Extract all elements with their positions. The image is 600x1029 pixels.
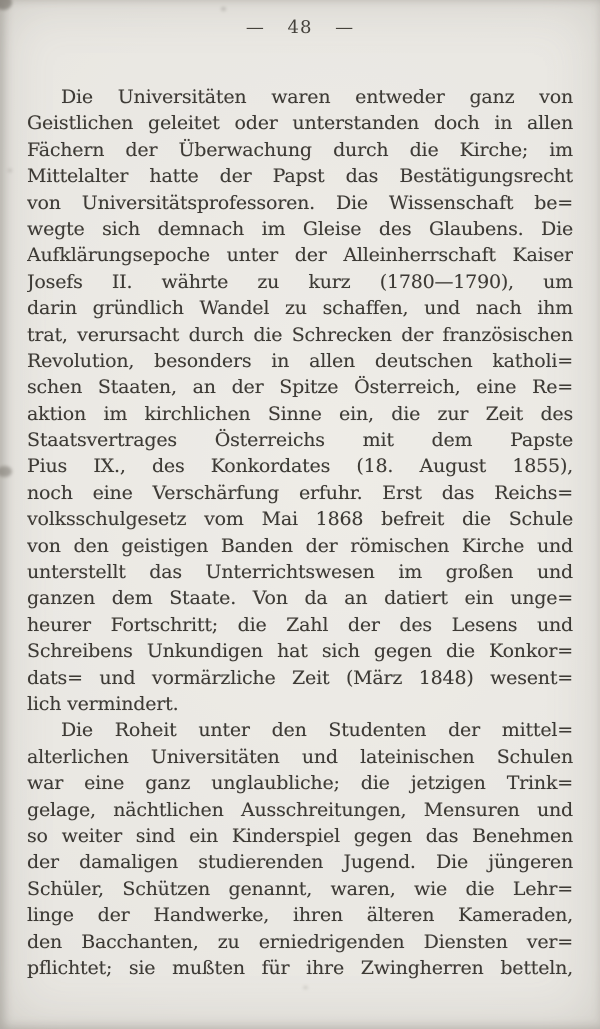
text-line: von den geistigen Banden der römischen Kirche und [27, 534, 573, 557]
text-line: schen Staaten, an der Spitze Österreich, eine Re= [27, 376, 573, 399]
paragraph-1 [27, 84, 573, 717]
paragraph-2 [27, 717, 573, 981]
text-line: dats= und vormärzliche Zeit (März 1848) wesent= [27, 666, 573, 689]
text-line: von Universitätsprofessoren. Die Wissenschaft be= [27, 191, 573, 214]
text-line: trat, verursacht durch die Schrecken der französischen [27, 323, 573, 346]
text-line: Geistlichen geleitet oder unterstanden doch in allen [27, 112, 573, 135]
text-line: gelage, nächtlichen Ausschreitungen, Mensuren und [27, 798, 573, 821]
text-line: ganzen dem Staate. Von da an datiert ein unge= [27, 587, 573, 610]
text-line: wegte sich demnach im Gleise des Glaubens. Die [27, 217, 573, 240]
text-line: Die Roheit unter den Studenten der mittel= [61, 719, 573, 742]
scan-smudge [0, 0, 12, 10]
text-line: linge der Handwerke, ihren älteren Kameraden, [27, 904, 573, 927]
text-line: heurer Fortschritt; die Zahl der des Lesens und [27, 613, 573, 636]
text-line: lich vermindert. [27, 692, 179, 715]
text-line: noch eine Verschärfung erfuhr. Erst das Reichs= [27, 481, 573, 504]
text-line: Staatsvertrages Österreichs mit dem Papste [27, 429, 573, 452]
text-line: der damaligen studierenden Jugend. Die jüngeren [27, 851, 573, 874]
text-line: Josefs II. währte zu kurz (1780—1790), um [27, 270, 573, 293]
text-line: aktion im kirchlichen Sinne ein, die zur Zeit des [27, 402, 573, 425]
text-line: pflichtet; sie mußten für ihre Zwingherren betteln, [27, 956, 573, 979]
text-line: war eine ganz unglaubliche; die jetzigen Trink= [27, 772, 573, 795]
text-line: darin gründlich Wandel zu schaffen, und nach ihm [27, 297, 573, 320]
text-line: alterlichen Universitäten und lateinischen Schulen [27, 745, 573, 768]
page-number: — 48 — [245, 17, 355, 38]
text-line: volksschulgesetz vom Mai 1868 befreit die Schule [27, 508, 573, 531]
page-header [0, 17, 600, 38]
page-body [27, 84, 573, 981]
text-line: unterstellt das Unterrichtswesen im großen und [27, 561, 573, 584]
scan-smudge [0, 466, 12, 477]
text-line: Schreibens Unkundigen hat sich gegen die Konkor= [27, 640, 573, 663]
scan-speck [303, 986, 308, 989]
text-line: Mittelalter hatte der Papst das Bestätigungsrecht [27, 165, 573, 188]
text-line: Die Universitäten waren entweder ganz von [61, 86, 573, 108]
scan-speck [221, 7, 226, 11]
text-line: Revolution, besonders in allen deutschen katholi= [27, 349, 573, 372]
text-line: Aufklärungsepoche unter der Alleinherrschaft Kaiser [27, 244, 573, 267]
scan-speck [8, 169, 12, 172]
text-line: so weiter sind ein Kinderspiel gegen das Benehmen [27, 824, 573, 847]
text-line: Pius IX., des Konkordates (18. August 1855), [27, 455, 573, 478]
text-line: den Bacchanten, zu erniedrigenden Diensten ver= [27, 930, 573, 953]
text-line: Fächern der Überwachung durch die Kirche; im [27, 138, 573, 161]
text-line: Schüler, Schützen genannt, waren, wie die Lehr= [27, 877, 573, 900]
